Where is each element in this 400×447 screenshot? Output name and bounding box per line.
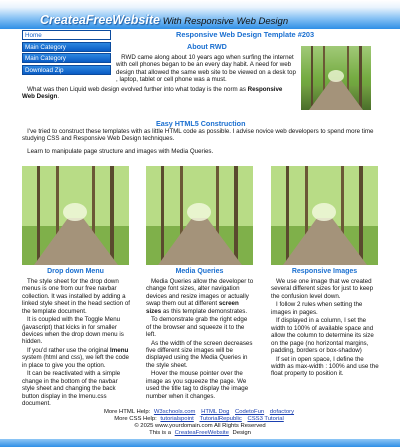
footer-link-tutorialspoint[interactable]: tutorialspoint: [160, 416, 194, 423]
footer-html-help: More HTML Help: W3schools.com HTML Dog CodetoFun dofactory: [103, 409, 295, 415]
easy-html5-title: Easy HTML5 Construction: [156, 119, 246, 128]
footer-link-createafreewebsite[interactable]: CreateaFreeWebsite: [174, 430, 229, 437]
easy-paragraph-2: Learn to manipulate page structure and images with Media Queries.: [27, 148, 214, 155]
site-tagline: With Responsive Web Design: [162, 16, 289, 27]
dropdown-paragraph-1: The style sheet for the drop down menus is one from our free navbar collection. It was installed by adding a linked style sheet in the head section of the template document.: [22, 278, 131, 315]
dropdown-paragraph-4: It can be reactivated with a simple change in the bottom of the navbar style sheet and changing the back button display in the lmenu.css document.: [22, 370, 121, 408]
dropdown-paragraph-2: It is coupled with the Toggle Menu (javascript) that kicks in for smaller devices when the drop down menu is hidden.: [22, 316, 124, 346]
dropdown-menu-title: Drop down Menu: [47, 268, 104, 275]
media-paragraph-1: Media Queries allow the developer to change font sizes, alter navigation devices and resize images or actually swap them out at different screen sizes as this template demonstrates.: [146, 278, 254, 315]
column-image-2: [146, 166, 253, 265]
dropdown-menu-text: [22, 278, 130, 409]
footer-credit: This is a CreateaFreeWebsite Design: [149, 430, 251, 437]
dropdown-paragraph-3: If you'd rather use the original lmenu system (html and css), we left the code in place to give you the option.: [22, 347, 129, 369]
about-paragraph-1: RWD came along about 10 years ago when surfing the internet with cell phones began to be an every day habit. A need for web design that allowed the same web site to be viewed on a desk top , laptop, tablet or cell phone was a must.: [116, 54, 296, 84]
footer-link-dofactory[interactable]: dofactory: [269, 409, 295, 415]
media-paragraph-4: Hover the mouse pointer over the image as you squeeze the page. We used the title tag to display the image number when it changes.: [146, 370, 249, 400]
footer-link-htmldog[interactable]: HTML Dog: [201, 409, 230, 415]
media-queries-title: Media Queries: [175, 268, 224, 275]
nav-item-main-category-2[interactable]: Main Category: [22, 53, 111, 63]
media-paragraph-2: To demonstrate grab the right edge of the browser and squeeze it to the left.: [146, 316, 248, 339]
site-brand: CreateaFreeWebsite: [40, 13, 160, 27]
footer-link-css3-tutorial[interactable]: CSS3 Tutorial: [247, 416, 284, 423]
site-title: [40, 13, 288, 27]
responsive-images-title: Responsive Images: [291, 268, 358, 275]
media-paragraph-3: As the width of the screen decreases five different size images will be displayed using the Media Queries in the style sheet.: [146, 339, 253, 369]
forest-path-image: [301, 46, 371, 110]
media-queries-text: [146, 278, 254, 401]
footer-link-w3schools[interactable]: W3schools.com: [153, 409, 196, 415]
footer-link-tutorialrepublic[interactable]: TutorialRepublic: [199, 416, 242, 423]
about-title: About RWD: [187, 42, 227, 51]
footer-css-help: More CSS Help: tutorialspoint TutorialRepublic CSS3 Tutorial: [114, 416, 284, 423]
images-paragraph-2: I follow 2 rules when setting the images in pages.: [271, 301, 363, 316]
nav-item-home[interactable]: Home: [22, 30, 111, 40]
easy-paragraph-1: I've tried to construct these templates with as little HTML code as possible. I advise novice web developers to spend more time studying CSS and Responsive Web Design techniques.: [22, 128, 374, 143]
images-paragraph-4: If set in open space, I define the width as max-width : 100% and use the float property to position it.: [271, 355, 379, 378]
column-image-3: [271, 166, 378, 265]
nav-item-download-zip[interactable]: Download Zip: [22, 65, 111, 75]
nav-menu: [22, 30, 111, 76]
footer: [0, 409, 400, 437]
about-paragraph-2: What was then Liquid web design evolved further into what today is the norm as Responsive Web Design.: [22, 86, 283, 101]
column-image-1: [22, 166, 129, 265]
images-paragraph-3: If displayed in a column, I set the width to 100% of available space and allow the column to determine its size on the page (no horizontal margins, padding, borders or box-shadow): [271, 317, 374, 355]
responsive-images-text: [271, 278, 379, 379]
footer-link-codetofun[interactable]: CodetoFun: [235, 409, 265, 415]
footer-bar: [0, 439, 400, 447]
images-paragraph-1: We use one image that we created several different sizes for just to keep the confusion level down.: [271, 278, 374, 300]
footer-copyright: © 2025 www.yourdomain.com All Rights Reserved: [134, 423, 266, 430]
page-title: Responsive Web Design Template #203: [176, 30, 315, 39]
nav-item-main-category-1[interactable]: Main Category: [22, 42, 111, 52]
